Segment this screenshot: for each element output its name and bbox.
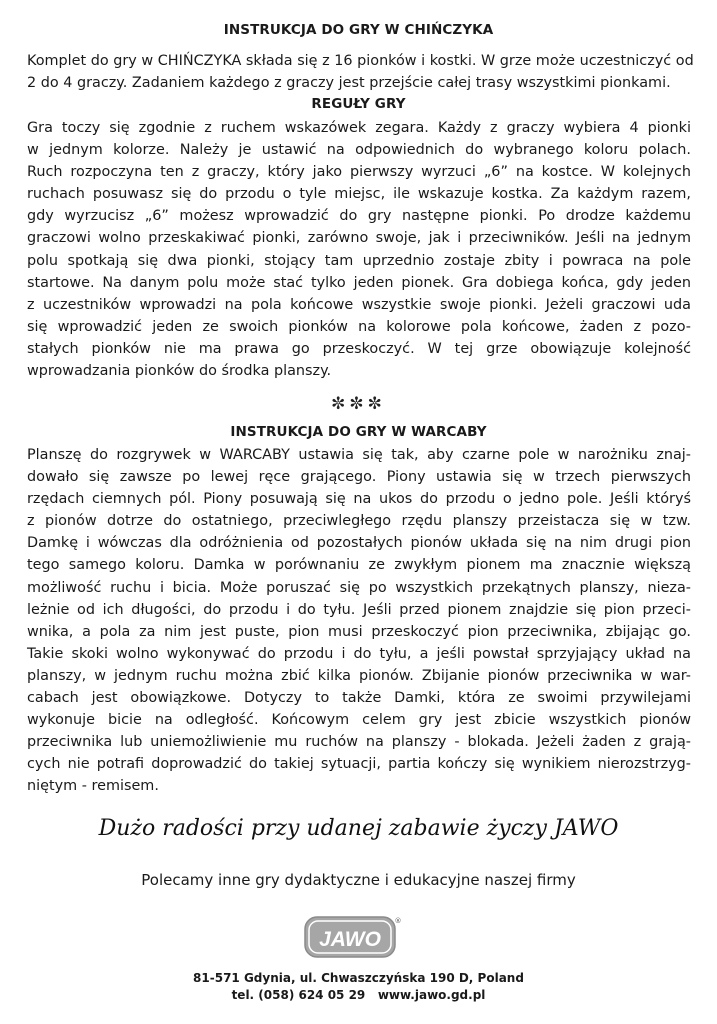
- footer-address: 81-571 Gdynia, ul. Chwaszczyńska 190 D, Poland: [193, 971, 524, 985]
- text-line: stałych pionków nie ma prawa go przeskoczyć. W tej grze obowiązuje kolejność: [27, 340, 691, 357]
- jawo-logo: [304, 913, 402, 961]
- text-line: gdy wyrzucisz „6” możesz wprowadzić do gry następne pionki. Po drodze każdemu: [27, 208, 691, 225]
- text-line: niętym - remisem.: [27, 778, 159, 795]
- logo-text: JAWO: [319, 928, 381, 951]
- text-line: tego samego koloru. Damka w porównaniu ze zwykłym pionem ma znacznie większą: [27, 557, 691, 574]
- text-line: ruchach posuwasz się do przodu o tyle miejsc, ile wskazuje kostka. Za każdym razem,: [27, 186, 691, 203]
- text-line: wprowadzania pionków do środka planszy.: [27, 363, 332, 380]
- rules-heading: REGUŁY GRY: [311, 96, 406, 112]
- text-line: Komplet do gry w CHIŃCZYKA składa się z 16 pionków i kostki. W grze może uczestniczyć od: [27, 53, 694, 69]
- text-line: cabach jest obowiązkowe. Dotyczy to także Damki, która ze swoimi przywilejami: [27, 690, 691, 707]
- registered-mark: ®: [394, 917, 402, 925]
- text-line: cych nie potrafi doprowadzić do takiej sytuacji, partia kończy się wynikiem nierozstrzyg-: [27, 756, 691, 773]
- chinczyk-intro: [27, 50, 694, 94]
- text-line: się wprowadzić jeden ze swoich pionków na kolorowe pola końcowe, żaden z pozo-: [27, 318, 691, 335]
- text-line: rzędach ciemnych pól. Piony posuwają się na ukos do przodu o jedno pole. Jeśli któryś: [27, 491, 691, 508]
- text-line: polu spotkają się dwa pionki, stojący tam uprzednio zostaje zbity i powraca na pole: [27, 252, 691, 269]
- text-line: 2 do 4 graczy. Zadaniem każdego z graczy jest przejście całej trasy wszystkimi pionkami.: [27, 75, 671, 92]
- warcaby-heading: INSTRUKCJA DO GRY W WARCABY: [230, 424, 487, 440]
- greeting-line: Dużo radości przy udanej zabawie życzy JAWO: [98, 816, 619, 841]
- section-separator: ✼✼✼: [331, 394, 386, 414]
- text-line: leżnie od ich długości, do przodu i do tyłu. Jeśli przed pionem znajdzie się pion przeci-: [27, 601, 691, 618]
- footer-contact: tel. (058) 624 05 29 www.jawo.gd.pl: [231, 988, 486, 1002]
- text-line: wykonuje bicie na odległość. Końcowym celem gry jest zbicie wszystkich pionów: [27, 712, 691, 729]
- text-line: możliwość ruchu i bicia. Może poruszać się po wszystkich przekątnych planszy, nieza-: [27, 579, 691, 596]
- text-line: wnika, a pola za nim jest puste, pion musi przeskoczyć pion przeciwnika, zbijając go.: [27, 623, 691, 640]
- recommend-line: Polecamy inne gry dydaktyczne i edukacyjne naszej firmy: [141, 871, 576, 889]
- text-line: Planszę do rozgrywek w WARCABY ustawia się tak, aby czarne pole w narożniku znaj-: [27, 447, 691, 463]
- chinczyk-heading: INSTRUKCJA DO GRY W CHIŃCZYKA: [223, 22, 494, 38]
- text-line: przeciwnika lub uniemożliwienie mu ruchów na planszy - blokada. Jeżeli żaden z grają-: [27, 734, 691, 751]
- text-line: dowało się zawsze po lewej ręce grającego. Piony ustawia się w trzech pierwszych: [27, 469, 691, 486]
- text-line: Ruch rozpoczyna ten z graczy, który jako pierwszy wyrzuci „6” na kostce. W kolejnych: [27, 164, 691, 181]
- text-line: Damkę i wówczas dla odróżnienia od pozostałych pionów układa się na nim drugi pion: [27, 535, 691, 552]
- text-line: startowe. Na danym polu może stać tylko jeden pionek. Gra dobiega końca, gdy jeden: [27, 274, 691, 291]
- text-line: Takie skoki wolno wykonywać do przodu i do tyłu, a jeśli powstał sprzyjający układ na: [27, 645, 691, 662]
- text-line: planszy, w jednym ruchu można zbić kilka pionów. Zbijanie pionów przeciwnika w war-: [27, 667, 691, 684]
- text-line: z pionów dotrze do ostatniego, przeciwległego rzędu planszy przeistacza się w tzw.: [27, 513, 691, 530]
- text-line: graczowi wolno przeskakiwać pionki, zarówno swoje, jak i przeciwników. Jeśli na jednym: [27, 230, 691, 247]
- text-line: z uczestników wprowadzi na pola końcowe wszystkie swoje pionki. Jeżeli graczowi uda: [27, 296, 691, 313]
- chinczyk-rules: [27, 117, 691, 382]
- text-line: Gra toczy się zgodnie z ruchem wskazówek zegara. Każdy z graczy wybiera 4 pionki: [27, 120, 691, 136]
- warcaby-text: [27, 444, 691, 798]
- text-line: w jednym kolorze. Należy je ustawić na odpowiednich do wybranego koloru polach.: [27, 142, 691, 159]
